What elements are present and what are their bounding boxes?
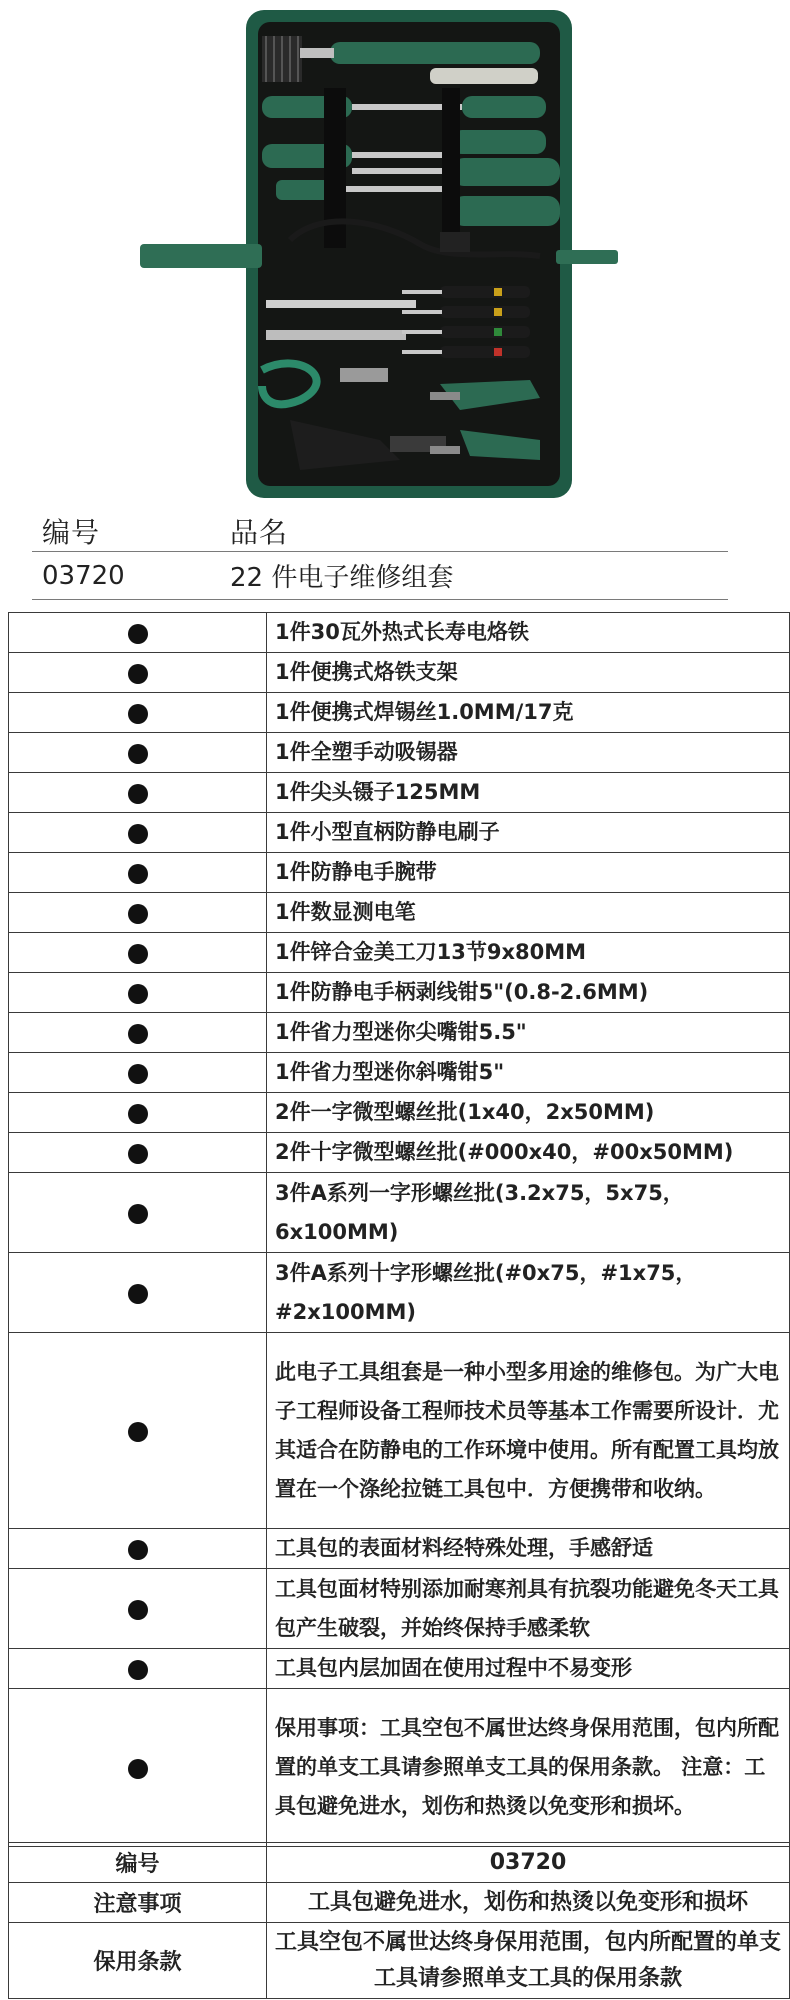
feature-text: 1件省力型迷你尖嘴钳5.5" [267,1013,790,1053]
summary-label: 编号 [9,1843,267,1883]
feature-text: 1件锌合金美工刀13节9x80MM [267,933,790,973]
feature-row [9,1173,790,1253]
feature-row [9,653,790,693]
feature-row [9,853,790,893]
bullet-dot [128,1600,148,1620]
product-code: 03720 [42,560,125,591]
bullet-dot [128,1660,148,1680]
feature-text: 3件A系列一字形螺丝批(3.2x75，5x75，6x100MM) [267,1173,790,1253]
feature-row [9,1133,790,1173]
summary-value: 工具包避免进水，划伤和热烫以免变形和损坏 [267,1883,790,1923]
bullet-dot [128,904,148,924]
summary-table [8,1842,790,1999]
info-table-header [32,510,728,552]
bullet-dot [128,1759,148,1779]
bullet-dot [128,1422,148,1442]
feature-text: 1件数显测电笔 [267,893,790,933]
feature-row [9,693,790,733]
product-name: 22 件电子维修组套 [230,563,454,593]
summary-row [9,1923,790,1999]
feature-row [9,1053,790,1093]
code-header: 编号 [42,515,101,549]
feature-row [9,1333,790,1529]
bullet-dot [128,1064,148,1084]
bullet-dot [128,1540,148,1560]
bullet-dot [128,664,148,684]
bag-handle-strap [140,244,262,268]
features-table [8,612,790,1847]
feature-row [9,933,790,973]
feature-text: 1件尖头镊子125MM [267,773,790,813]
feature-text: 工具包的表面材料经特殊处理，手感舒适 [267,1529,790,1569]
summary-value: 03720 [267,1843,790,1883]
voltage-tester [430,68,538,84]
feature-row [9,973,790,1013]
summary-label: 保用条款 [9,1923,267,1999]
feature-text: 工具包面材特别添加耐寒剂具有抗裂功能避免冬天工具包产生破裂，并始终保持手感柔软 [267,1569,790,1649]
feature-text: 1件便携式烙铁支架 [267,653,790,693]
name-header: 品名 [230,515,289,549]
bullet-dot [128,984,148,1004]
product-photo [0,0,790,508]
bullet-dot [128,1204,148,1224]
feature-row [9,1689,790,1847]
feature-row [9,1569,790,1649]
feature-text: 1件小型直柄防静电刷子 [267,813,790,853]
feature-text: 3件A系列十字形螺丝批(#0x75，#1x75，#2x100MM) [267,1253,790,1333]
tweezers [266,300,416,308]
bullet-dot [128,824,148,844]
feature-row [9,613,790,653]
feature-text: 1件省力型迷你斜嘴钳5" [267,1053,790,1093]
bullet-dot [128,1024,148,1044]
bullet-dot [128,944,148,964]
feature-row [9,733,790,773]
bullet-dot [128,744,148,764]
utility-knife [266,330,406,340]
feature-text: 1件全塑手动吸锡器 [267,733,790,773]
feature-row [9,1529,790,1569]
feature-row [9,1093,790,1133]
bullet-dot [128,784,148,804]
bullet-dot [128,1104,148,1124]
product-info-table [32,510,728,600]
bullet-dot [128,704,148,724]
bullet-dot [128,1144,148,1164]
feature-text: 1件便携式焊锡丝1.0MM/17克 [267,693,790,733]
feature-text: 1件30瓦外热式长寿电烙铁 [267,613,790,653]
feature-text: 1件防静电手腕带 [267,853,790,893]
summary-row [9,1883,790,1923]
summary-row [9,1843,790,1883]
feature-text: 保用事项：工具空包不属世达终身保用范围，包内所配置的单支工具请参照单支工具的保用条款。 注意：工具包避免进水，划伤和热烫以免变形和损坏。 [267,1689,790,1847]
feature-text: 2件一字微型螺丝批(1x40，2x50MM) [267,1093,790,1133]
feature-text: 2件十字微型螺丝批(#000x40，#00x50MM) [267,1133,790,1173]
feature-text: 1件防静电手柄剥线钳5"(0.8-2.6MM) [267,973,790,1013]
feature-row [9,773,790,813]
tool-kit-image [0,0,790,508]
zipper-pull [556,250,618,264]
feature-row [9,1253,790,1333]
bullet-dot [128,624,148,644]
bullet-dot [128,864,148,884]
feature-text: 此电子工具组套是一种小型多用途的维修包。为广大电子工程师设备工程师技术员等基本工作需要所设计．尤其适合在防静电的工作环境中使用。所有配置工具均放置在一个涤纶拉链工具包中．方便携带和收纳。 [267,1333,790,1529]
soldering-iron [330,42,540,64]
feature-row [9,813,790,853]
info-table-row [32,552,728,600]
summary-value: 工具空包不属世达终身保用范围，包内所配置的单支工具请参照单支工具的保用条款 [267,1923,790,1999]
feature-row [9,893,790,933]
bullet-dot [128,1284,148,1304]
feature-text: 工具包内层加固在使用过程中不易变形 [267,1649,790,1689]
feature-row [9,1649,790,1689]
feature-row [9,1013,790,1053]
summary-label: 注意事项 [9,1883,267,1923]
